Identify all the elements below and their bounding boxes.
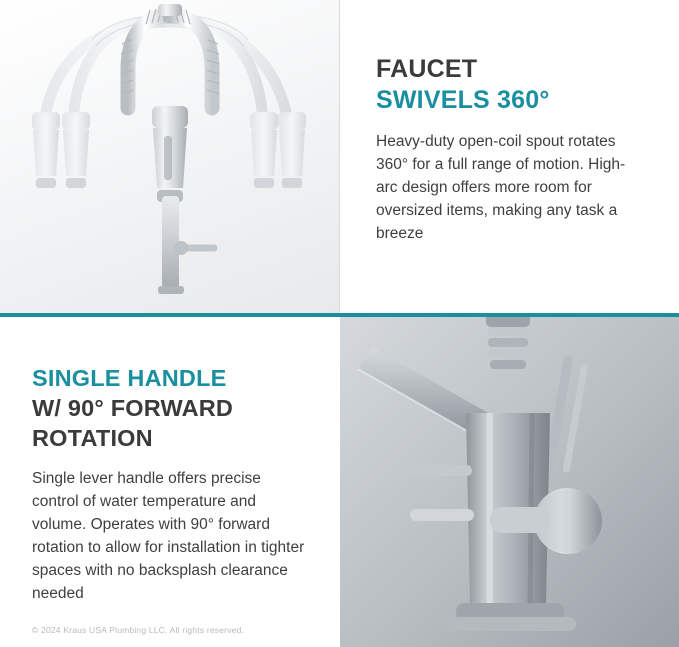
faucet-swivel-diagram <box>0 0 340 313</box>
faucet-handle-closeup <box>340 317 679 647</box>
vertical-divider <box>339 0 340 313</box>
handle-photo-panel <box>340 317 679 647</box>
handle-copy-panel <box>0 317 340 647</box>
swivel-heading <box>376 54 639 116</box>
handle-heading <box>32 363 306 453</box>
handle-body-text: Single lever handle offers precise control of water temperature and volume. Operates with 90° forward rotation to allow for installation in tighter spaces with no backsplash clearance needed <box>32 470 305 602</box>
handle-heading-line2: W/ 90° FORWARD <box>32 395 234 421</box>
handle-heading-line3: ROTATION <box>32 425 153 451</box>
swivel-copy-panel <box>340 0 679 313</box>
swivel-body-text: Heavy-duty open-coil spout rotates 360° for a full range of motion. High-arc design offers more room for oversized items, making any task a breeze <box>376 133 626 242</box>
horizontal-accent-divider <box>0 313 679 317</box>
swivel-illustration-panel <box>0 0 340 313</box>
copyright-footer: © 2024 Kraus USA Plumbing LLC. All rights reserved. <box>32 625 245 635</box>
swivel-heading-line2: SWIVELS 360° <box>376 86 550 114</box>
swivel-heading-line1: FAUCET <box>376 55 478 83</box>
handle-heading-line1: SINGLE HANDLE <box>32 365 227 391</box>
